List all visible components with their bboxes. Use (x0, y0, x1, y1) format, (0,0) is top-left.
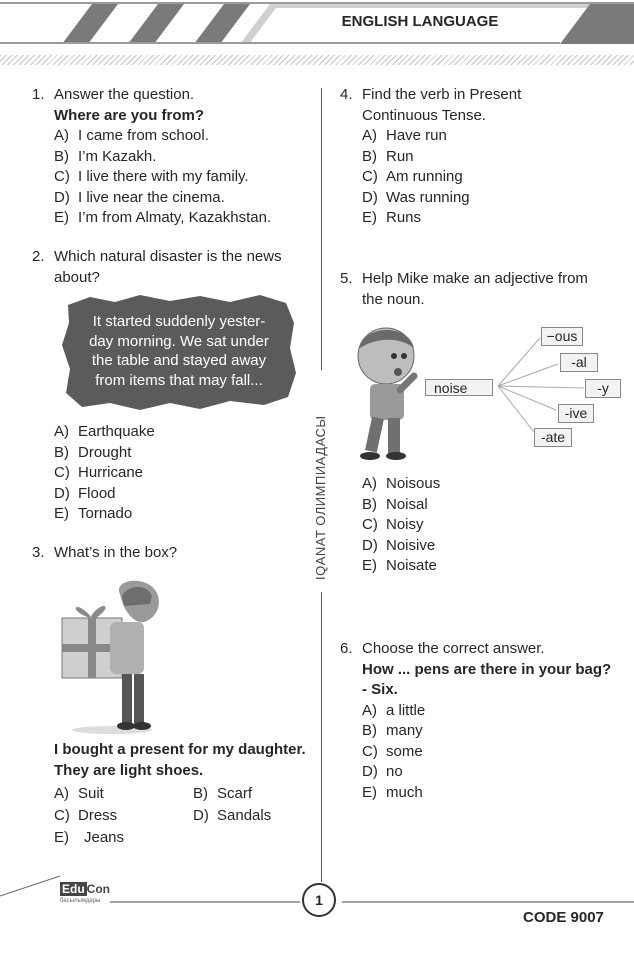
q3-option-b[interactable]: B) Scarf (193, 785, 253, 802)
option-e[interactable]: E) I’m from Almaty, Kazakhstan. (54, 209, 272, 226)
option-d[interactable]: D) Noisive (362, 536, 436, 554)
boy-with-gift-illustration (52, 574, 172, 736)
option-c[interactable]: C) I live there with my family. (54, 168, 249, 185)
option-b[interactable]: B) many (362, 722, 423, 739)
option-e[interactable]: E) Runs (362, 209, 422, 226)
q-number: 1. (32, 86, 45, 103)
option-c[interactable]: C) Noisy (362, 516, 424, 533)
question-6: 6. Choose the correct answer. How ... pens are there in your bag? - Six. A) a little B) many C) some D) no E) much (340, 639, 611, 803)
noun-box: noise (425, 379, 493, 396)
option-d[interactable]: D) Was running (362, 188, 470, 206)
option-e[interactable]: E) much (362, 783, 423, 801)
option-a[interactable]: A) Have run (362, 127, 447, 144)
option-c[interactable]: C) some (362, 742, 423, 760)
option-e[interactable]: E) Tornado (54, 505, 133, 522)
option-b[interactable]: B) Run (362, 147, 414, 165)
question-5: 5. Help Mike make an adjective from the noun. (340, 270, 588, 308)
question-5-options (340, 474, 440, 577)
q3-option-d[interactable]: D) Sandals (193, 807, 272, 824)
question-4: 4. Find the verb in Present Continuous Tense. A) Have run B) Run C) Am running D) Was running E) Runs (340, 85, 521, 229)
option-d[interactable]: D) no (362, 763, 403, 780)
q3-option-c[interactable]: C) Dress (54, 807, 118, 824)
subject-title: ENGLISH LANGUAGE (341, 13, 499, 30)
option-d[interactable]: D) Flood (54, 484, 116, 502)
q3-option-a[interactable]: A) Suit (54, 785, 104, 802)
thinking-boy-illustration (348, 318, 424, 464)
side-title: IQANAT ОЛИМПИАДАСЫ (313, 415, 328, 580)
column-divider-bottom (321, 592, 322, 882)
publisher-logo: Edu Con басылымдары (60, 882, 110, 904)
question-1 (32, 85, 271, 229)
option-b[interactable]: B) Drought (54, 443, 132, 461)
option-a[interactable]: A) Noisous (362, 475, 441, 492)
question-3-text: I bought a present for my daughter. They are light shoes. (54, 741, 306, 779)
suffix-ate: -ate (534, 428, 572, 447)
option-d[interactable]: D) I live near the cinema. (54, 188, 225, 206)
suffix-y: -y (585, 379, 621, 398)
test-code: CODE 9007 (523, 909, 604, 926)
option-a[interactable]: A) Earthquake (54, 423, 155, 440)
suffix-ous: −ous (541, 327, 583, 346)
question-3: 3. What’s in the box? (32, 544, 178, 561)
column-divider-top (321, 88, 322, 370)
question-2-options (32, 422, 155, 525)
suffix-ive: -ive (558, 404, 594, 423)
option-e[interactable]: E) Noisate (362, 557, 437, 574)
hatch-divider (0, 55, 634, 65)
q3-option-e[interactable]: E) Jeans (54, 829, 125, 846)
option-a[interactable]: A) I came from school. (54, 127, 209, 144)
header-stripes (0, 0, 634, 50)
option-c[interactable]: C) Hurricane (54, 464, 144, 481)
news-text: It started suddenly yester- day morning. We sat under the table and stayed away from items that may fall... (89, 313, 269, 389)
q-prompt: Answer the question. (54, 86, 195, 103)
header-bar (0, 0, 634, 50)
q-bold-prompt: Where are you from? (54, 106, 205, 124)
option-a[interactable]: A) a little (362, 701, 426, 719)
option-b[interactable]: B) Noisal (362, 495, 428, 513)
option-b[interactable]: B) I’m Kazakh. (54, 147, 157, 165)
question-2: 2. Which natural disaster is the news about? (32, 248, 282, 286)
page-number: 1 (302, 883, 336, 917)
suffix-al: -al (560, 353, 598, 372)
option-c[interactable]: C) Am running (362, 168, 463, 185)
